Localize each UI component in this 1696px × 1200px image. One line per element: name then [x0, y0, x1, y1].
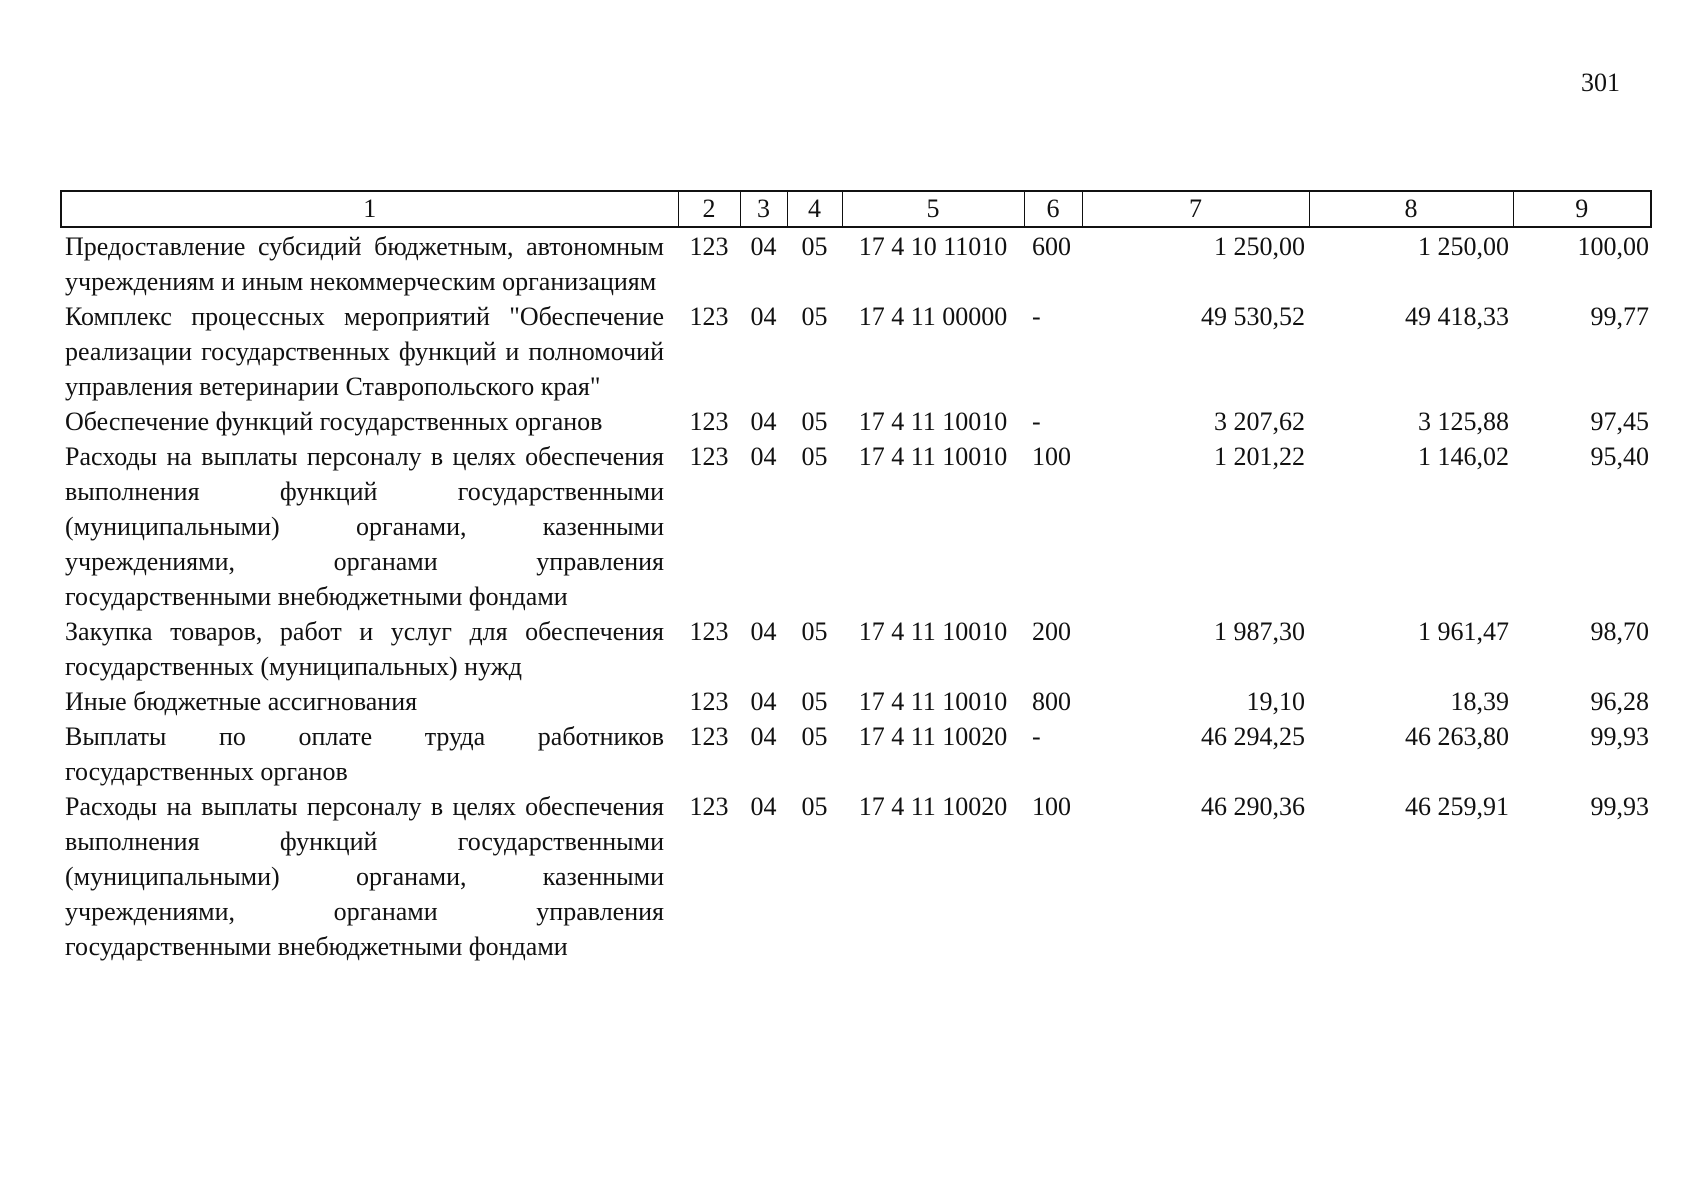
row-subsection-code: 05: [801, 792, 828, 821]
row-approved-amount: 46 294,25: [1201, 722, 1305, 751]
header-col-4: 4: [787, 191, 842, 227]
row-executed-amount: 46 259,91: [1405, 792, 1509, 821]
page-number: 301: [1581, 68, 1620, 97]
row-execution-percent: 100,00: [1577, 232, 1649, 261]
header-col-6: 6: [1024, 191, 1082, 227]
row-expense-type: 800: [1032, 687, 1071, 716]
row-expense-type: -: [1032, 407, 1041, 436]
table-row: [61, 684, 1651, 719]
row-section-code: 04: [750, 792, 777, 821]
table-row: [61, 227, 1651, 299]
header-row: [61, 191, 1651, 227]
row-execution-percent: 99,93: [1590, 722, 1649, 751]
row-executed-amount: 1 250,00: [1418, 232, 1509, 261]
row-description: Комплекс процессных мероприятий "Обеспечение реализации государственных функций и полномочий управления ветеринарии Ставропольского края": [65, 302, 664, 401]
row-subsection-code: 05: [801, 442, 828, 471]
table-row: [61, 439, 1651, 614]
row-execution-percent: 95,40: [1590, 442, 1649, 471]
row-subsection-code: 05: [801, 232, 828, 261]
table-header: [61, 191, 1651, 227]
row-section-code: 04: [750, 722, 777, 751]
row-expense-type: 200: [1032, 617, 1071, 646]
row-target-article: 17 4 11 10010: [858, 442, 1008, 471]
row-ministry-code: 123: [689, 407, 729, 436]
row-section-code: 04: [750, 232, 777, 261]
row-approved-amount: 1 250,00: [1214, 232, 1305, 261]
row-target-article: 17 4 11 10010: [858, 617, 1008, 646]
row-target-article: 17 4 10 11010: [858, 232, 1008, 261]
table-row: [61, 719, 1651, 789]
row-execution-percent: 96,28: [1590, 687, 1649, 716]
row-subsection-code: 05: [801, 722, 828, 751]
row-expense-type: 100: [1032, 792, 1071, 821]
table-row: [61, 404, 1651, 439]
row-approved-amount: 1 201,22: [1214, 442, 1305, 471]
row-target-article: 17 4 11 10010: [858, 687, 1008, 716]
table-row: [61, 789, 1651, 964]
row-target-article: 17 4 11 10020: [858, 722, 1008, 751]
row-executed-amount: 18,39: [1450, 687, 1509, 716]
row-subsection-code: 05: [801, 407, 828, 436]
row-expense-type: -: [1032, 722, 1041, 751]
row-execution-percent: 98,70: [1590, 617, 1649, 646]
row-executed-amount: 1 146,02: [1418, 442, 1509, 471]
table-body: [61, 227, 1651, 964]
header-col-3: 3: [740, 191, 787, 227]
row-target-article: 17 4 11 10010: [858, 407, 1008, 436]
row-executed-amount: 3 125,88: [1418, 407, 1509, 436]
header-col-5: 5: [842, 191, 1024, 227]
row-ministry-code: 123: [689, 442, 729, 471]
row-description: Иные бюджетные ассигнования: [65, 687, 418, 716]
row-approved-amount: 3 207,62: [1214, 407, 1305, 436]
row-description: Предоставление субсидий бюджетным, автономным учреждениям и иным некоммерческим организациям: [65, 232, 664, 296]
row-section-code: 04: [750, 302, 777, 331]
row-expense-type: 100: [1032, 442, 1071, 471]
row-execution-percent: 97,45: [1590, 407, 1649, 436]
budget-table: [60, 190, 1652, 964]
row-ministry-code: 123: [689, 302, 729, 331]
header-col-1: 1: [61, 191, 678, 227]
header-col-8: 8: [1309, 191, 1513, 227]
row-executed-amount: 49 418,33: [1405, 302, 1509, 331]
row-ministry-code: 123: [689, 232, 729, 261]
header-col-2: 2: [678, 191, 740, 227]
row-approved-amount: 46 290,36: [1201, 792, 1305, 821]
row-ministry-code: 123: [689, 617, 729, 646]
row-section-code: 04: [750, 617, 777, 646]
row-description: Расходы на выплаты персоналу в целях обеспечения выполнения функций государственными (муниципальными) органами, казенными учреждениями, органами управления государственными внебюджетными фондами: [65, 792, 664, 961]
row-ministry-code: 123: [689, 722, 729, 751]
row-subsection-code: 05: [801, 617, 828, 646]
row-target-article: 17 4 11 10020: [858, 792, 1008, 821]
row-expense-type: -: [1032, 302, 1041, 331]
table-row: [61, 614, 1651, 684]
row-description: Закупка товаров, работ и услуг для обеспечения государственных (муниципальных) нужд: [65, 617, 664, 681]
row-approved-amount: 1 987,30: [1214, 617, 1305, 646]
row-execution-percent: 99,77: [1590, 302, 1649, 331]
row-description: Выплаты по оплате труда работников государственных органов: [65, 722, 664, 786]
row-expense-type: 600: [1032, 232, 1071, 261]
row-subsection-code: 05: [801, 687, 828, 716]
row-description: Расходы на выплаты персоналу в целях обеспечения выполнения функций государственными (муниципальными) органами, казенными учреждениями, органами управления государственными внебюджетными фондами: [65, 442, 664, 611]
row-ministry-code: 123: [689, 687, 729, 716]
row-section-code: 04: [750, 442, 777, 471]
row-executed-amount: 46 263,80: [1405, 722, 1509, 751]
row-subsection-code: 05: [801, 302, 828, 331]
header-col-9: 9: [1513, 191, 1651, 227]
row-section-code: 04: [750, 687, 777, 716]
row-section-code: 04: [750, 407, 777, 436]
table-row: [61, 299, 1651, 404]
row-executed-amount: 1 961,47: [1418, 617, 1509, 646]
row-ministry-code: 123: [689, 792, 729, 821]
header-col-7: 7: [1082, 191, 1309, 227]
row-description: Обеспечение функций государственных органов: [65, 407, 603, 436]
row-approved-amount: 19,10: [1246, 687, 1305, 716]
row-approved-amount: 49 530,52: [1201, 302, 1305, 331]
row-execution-percent: 99,93: [1590, 792, 1649, 821]
row-target-article: 17 4 11 00000: [858, 302, 1008, 331]
